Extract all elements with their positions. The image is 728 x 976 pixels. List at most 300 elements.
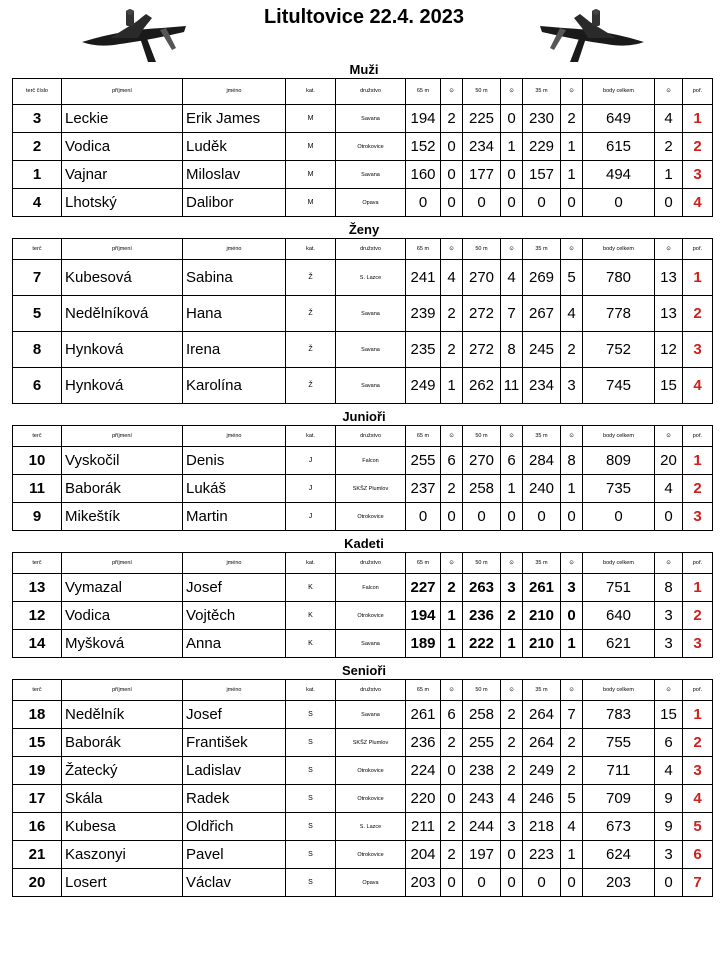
- column-header: kat.: [286, 680, 336, 701]
- section-kadeti-table: [12, 552, 713, 658]
- section-title: Junioři: [342, 409, 386, 424]
- team: Otrokovice: [336, 841, 406, 869]
- x-count-65m: 6: [441, 447, 463, 475]
- first-name: Erik James: [183, 105, 286, 133]
- column-header: ⊙: [441, 239, 463, 260]
- first-name: Denis: [183, 447, 286, 475]
- first-name: Vojtěch: [183, 602, 286, 630]
- category: S: [286, 841, 336, 869]
- x-count-50m: 6: [501, 447, 523, 475]
- column-header: 65 m: [406, 680, 441, 701]
- total-score: 624: [583, 841, 655, 869]
- score-65m: 0: [406, 503, 441, 531]
- x-count-50m: 2: [501, 757, 523, 785]
- category: S: [286, 729, 336, 757]
- score-35m: 234: [523, 368, 561, 404]
- team: Otrokovice: [336, 785, 406, 813]
- score-65m: 237: [406, 475, 441, 503]
- score-65m: 203: [406, 869, 441, 897]
- column-header: družstvo: [336, 239, 406, 260]
- surname: Kubesová: [62, 260, 183, 296]
- target-number: 9: [13, 503, 62, 531]
- column-header: terč: [13, 426, 62, 447]
- score-50m: 243: [463, 785, 501, 813]
- section-zeny-table: [12, 238, 713, 404]
- score-50m: 272: [463, 296, 501, 332]
- rank: 3: [683, 630, 713, 658]
- score-50m: 177: [463, 161, 501, 189]
- x-count-65m: 0: [441, 161, 463, 189]
- column-header: kat.: [286, 553, 336, 574]
- column-header: ⊙: [501, 239, 523, 260]
- x-count-50m: 1: [501, 133, 523, 161]
- score-65m: 236: [406, 729, 441, 757]
- team: Otrokovice: [336, 133, 406, 161]
- column-header: příjmení: [62, 426, 183, 447]
- section-seniori-table: [12, 679, 713, 897]
- column-header: 35 m: [523, 426, 561, 447]
- rank: 3: [683, 757, 713, 785]
- category: K: [286, 602, 336, 630]
- table-row: [13, 602, 713, 630]
- x-count-50m: 4: [501, 260, 523, 296]
- column-header: kat.: [286, 239, 336, 260]
- x-count-total: 4: [655, 757, 683, 785]
- section-gap: [0, 897, 728, 902]
- x-count-35m: 1: [561, 630, 583, 658]
- x-count-65m: 4: [441, 260, 463, 296]
- column-header: 50 m: [463, 553, 501, 574]
- score-65m: 227: [406, 574, 441, 602]
- total-score: 755: [583, 729, 655, 757]
- rank: 5: [683, 813, 713, 841]
- first-name: Radek: [183, 785, 286, 813]
- team: Savana: [336, 701, 406, 729]
- target-number: 11: [13, 475, 62, 503]
- column-header: družstvo: [336, 553, 406, 574]
- column-header: ⊙: [441, 553, 463, 574]
- x-count-50m: 4: [501, 785, 523, 813]
- column-header: terč: [13, 553, 62, 574]
- target-number: 19: [13, 757, 62, 785]
- x-count-total: 6: [655, 729, 683, 757]
- x-count-total: 2: [655, 133, 683, 161]
- x-count-35m: 5: [561, 785, 583, 813]
- table-header-row: [13, 680, 713, 701]
- x-count-65m: 0: [441, 503, 463, 531]
- section-muzi-table: [12, 78, 713, 217]
- column-header: poř.: [683, 426, 713, 447]
- first-name: František: [183, 729, 286, 757]
- page-title: Litultovice 22.4. 2023: [263, 6, 465, 28]
- column-header: poř.: [683, 79, 713, 105]
- x-count-35m: 2: [561, 105, 583, 133]
- x-count-total: 9: [655, 813, 683, 841]
- column-header: 65 m: [406, 553, 441, 574]
- column-header: příjmení: [62, 680, 183, 701]
- column-header: 65 m: [406, 239, 441, 260]
- total-score: 809: [583, 447, 655, 475]
- target-number: 5: [13, 296, 62, 332]
- category: K: [286, 630, 336, 658]
- column-header: ⊙: [501, 79, 523, 105]
- x-count-65m: 1: [441, 630, 463, 658]
- column-header: 35 m: [523, 239, 561, 260]
- table-row: [13, 813, 713, 841]
- target-number: 16: [13, 813, 62, 841]
- x-count-65m: 6: [441, 701, 463, 729]
- x-count-total: 0: [655, 503, 683, 531]
- total-score: 640: [583, 602, 655, 630]
- x-count-65m: 0: [441, 869, 463, 897]
- x-count-50m: 0: [501, 105, 523, 133]
- column-header: terč číslo: [13, 79, 62, 105]
- x-count-total: 3: [655, 841, 683, 869]
- surname: Vodica: [62, 602, 183, 630]
- x-count-total: 0: [655, 869, 683, 897]
- x-count-50m: 0: [501, 503, 523, 531]
- team: Otrokovice: [336, 503, 406, 531]
- first-name: Dalibor: [183, 189, 286, 217]
- score-50m: 270: [463, 447, 501, 475]
- x-count-35m: 4: [561, 296, 583, 332]
- category: Ž: [286, 260, 336, 296]
- rank: 6: [683, 841, 713, 869]
- category: S: [286, 757, 336, 785]
- score-35m: 249: [523, 757, 561, 785]
- target-number: 21: [13, 841, 62, 869]
- column-header: příjmení: [62, 239, 183, 260]
- score-35m: 218: [523, 813, 561, 841]
- total-score: 203: [583, 869, 655, 897]
- table-row: [13, 161, 713, 189]
- column-header: ⊙: [655, 553, 683, 574]
- table-row: [13, 574, 713, 602]
- table-header-row: [13, 79, 713, 105]
- x-count-total: 13: [655, 296, 683, 332]
- table-row: [13, 503, 713, 531]
- score-65m: 0: [406, 189, 441, 217]
- x-count-50m: 1: [501, 475, 523, 503]
- category: M: [286, 189, 336, 217]
- rank: 3: [683, 332, 713, 368]
- total-score: 778: [583, 296, 655, 332]
- score-50m: 255: [463, 729, 501, 757]
- category: M: [286, 133, 336, 161]
- score-65m: 235: [406, 332, 441, 368]
- category: S: [286, 813, 336, 841]
- score-35m: 261: [523, 574, 561, 602]
- rank: 4: [683, 189, 713, 217]
- x-count-50m: 3: [501, 574, 523, 602]
- total-score: 711: [583, 757, 655, 785]
- score-35m: 210: [523, 602, 561, 630]
- column-header: body celkem: [583, 426, 655, 447]
- surname: Vodica: [62, 133, 183, 161]
- target-number: 10: [13, 447, 62, 475]
- category: J: [286, 447, 336, 475]
- score-65m: 204: [406, 841, 441, 869]
- score-50m: 0: [463, 869, 501, 897]
- table-row: [13, 189, 713, 217]
- x-count-65m: 2: [441, 813, 463, 841]
- score-35m: 0: [523, 503, 561, 531]
- rank: 2: [683, 475, 713, 503]
- column-header: ⊙: [561, 79, 583, 105]
- x-count-total: 20: [655, 447, 683, 475]
- score-35m: 0: [523, 869, 561, 897]
- table-row: [13, 785, 713, 813]
- category: Ž: [286, 332, 336, 368]
- total-score: 709: [583, 785, 655, 813]
- rank: 7: [683, 869, 713, 897]
- team: Otrokovice: [336, 602, 406, 630]
- x-count-65m: 2: [441, 841, 463, 869]
- x-count-35m: 0: [561, 189, 583, 217]
- first-name: Hana: [183, 296, 286, 332]
- surname: Nedělník: [62, 701, 183, 729]
- team: S. Lazce: [336, 813, 406, 841]
- score-65m: 211: [406, 813, 441, 841]
- score-50m: 225: [463, 105, 501, 133]
- rank: 1: [683, 447, 713, 475]
- target-number: 8: [13, 332, 62, 368]
- x-count-35m: 1: [561, 133, 583, 161]
- team: Falcon: [336, 574, 406, 602]
- team: Savana: [336, 161, 406, 189]
- category: M: [286, 161, 336, 189]
- table-row: [13, 841, 713, 869]
- target-number: 13: [13, 574, 62, 602]
- x-count-65m: 2: [441, 475, 463, 503]
- score-50m: 234: [463, 133, 501, 161]
- target-number: 4: [13, 189, 62, 217]
- rank: 2: [683, 729, 713, 757]
- score-35m: 284: [523, 447, 561, 475]
- surname: Myšková: [62, 630, 183, 658]
- section-title: Muži: [349, 62, 379, 77]
- score-50m: 272: [463, 332, 501, 368]
- rank: 4: [683, 368, 713, 404]
- column-header: body celkem: [583, 239, 655, 260]
- rank: 3: [683, 503, 713, 531]
- column-header: body celkem: [583, 79, 655, 105]
- score-65m: 224: [406, 757, 441, 785]
- score-35m: 245: [523, 332, 561, 368]
- x-count-50m: 7: [501, 296, 523, 332]
- column-header: 50 m: [463, 239, 501, 260]
- target-number: 15: [13, 729, 62, 757]
- column-header: ⊙: [561, 680, 583, 701]
- score-50m: 0: [463, 189, 501, 217]
- score-35m: 223: [523, 841, 561, 869]
- first-name: Lukáš: [183, 475, 286, 503]
- column-header: ⊙: [501, 426, 523, 447]
- target-number: 14: [13, 630, 62, 658]
- score-65m: 152: [406, 133, 441, 161]
- column-header: ⊙: [441, 79, 463, 105]
- x-count-65m: 2: [441, 296, 463, 332]
- table-row: [13, 105, 713, 133]
- x-count-35m: 1: [561, 841, 583, 869]
- surname: Mikeštík: [62, 503, 183, 531]
- surname: Lhotský: [62, 189, 183, 217]
- target-number: 18: [13, 701, 62, 729]
- table-row: [13, 869, 713, 897]
- total-score: 615: [583, 133, 655, 161]
- score-35m: 229: [523, 133, 561, 161]
- score-65m: 241: [406, 260, 441, 296]
- score-50m: 197: [463, 841, 501, 869]
- x-count-50m: 0: [501, 189, 523, 217]
- target-number: 3: [13, 105, 62, 133]
- x-count-total: 3: [655, 630, 683, 658]
- column-header: ⊙: [655, 680, 683, 701]
- score-65m: 194: [406, 602, 441, 630]
- score-35m: 240: [523, 475, 561, 503]
- score-35m: 210: [523, 630, 561, 658]
- surname: Žatecký: [62, 757, 183, 785]
- score-35m: 269: [523, 260, 561, 296]
- team: S. Lazce: [336, 260, 406, 296]
- column-header: 50 m: [463, 680, 501, 701]
- score-35m: 0: [523, 189, 561, 217]
- column-header: jméno: [183, 553, 286, 574]
- x-count-50m: 8: [501, 332, 523, 368]
- total-score: 673: [583, 813, 655, 841]
- score-50m: 258: [463, 701, 501, 729]
- column-header: ⊙: [655, 239, 683, 260]
- team: Opava: [336, 189, 406, 217]
- score-65m: 239: [406, 296, 441, 332]
- x-count-35m: 2: [561, 757, 583, 785]
- surname: Losert: [62, 869, 183, 897]
- target-number: 7: [13, 260, 62, 296]
- team: Savana: [336, 630, 406, 658]
- x-count-total: 8: [655, 574, 683, 602]
- score-50m: 244: [463, 813, 501, 841]
- category: S: [286, 785, 336, 813]
- column-header: 65 m: [406, 79, 441, 105]
- total-score: 0: [583, 189, 655, 217]
- first-name: Miloslav: [183, 161, 286, 189]
- target-number: 2: [13, 133, 62, 161]
- table-row: [13, 475, 713, 503]
- score-50m: 258: [463, 475, 501, 503]
- x-count-65m: 2: [441, 729, 463, 757]
- target-number: 6: [13, 368, 62, 404]
- column-header: příjmení: [62, 553, 183, 574]
- score-35m: 157: [523, 161, 561, 189]
- first-name: Ladislav: [183, 757, 286, 785]
- total-score: 621: [583, 630, 655, 658]
- table-row: [13, 701, 713, 729]
- x-count-50m: 0: [501, 841, 523, 869]
- table-row: [13, 447, 713, 475]
- surname: Baborák: [62, 729, 183, 757]
- score-50m: 262: [463, 368, 501, 404]
- surname: Leckie: [62, 105, 183, 133]
- x-count-65m: 2: [441, 332, 463, 368]
- column-header: 65 m: [406, 426, 441, 447]
- rank: 2: [683, 602, 713, 630]
- rank: 1: [683, 701, 713, 729]
- column-header: terč: [13, 680, 62, 701]
- score-65m: 261: [406, 701, 441, 729]
- rank: 4: [683, 785, 713, 813]
- column-header: ⊙: [561, 553, 583, 574]
- score-35m: 264: [523, 729, 561, 757]
- x-count-35m: 3: [561, 368, 583, 404]
- first-name: Karolína: [183, 368, 286, 404]
- score-50m: 263: [463, 574, 501, 602]
- first-name: Anna: [183, 630, 286, 658]
- x-count-65m: 2: [441, 574, 463, 602]
- column-header: jméno: [183, 426, 286, 447]
- score-35m: 246: [523, 785, 561, 813]
- x-count-total: 4: [655, 475, 683, 503]
- section-juniori-table: [12, 425, 713, 531]
- score-35m: 264: [523, 701, 561, 729]
- surname: Vymazal: [62, 574, 183, 602]
- column-header: 50 m: [463, 79, 501, 105]
- column-header: poř.: [683, 239, 713, 260]
- x-count-50m: 2: [501, 729, 523, 757]
- column-header: družstvo: [336, 680, 406, 701]
- x-count-total: 9: [655, 785, 683, 813]
- results-sections: [0, 62, 728, 902]
- first-name: Pavel: [183, 841, 286, 869]
- score-65m: 189: [406, 630, 441, 658]
- x-count-35m: 7: [561, 701, 583, 729]
- column-header: poř.: [683, 553, 713, 574]
- rank: 1: [683, 105, 713, 133]
- x-count-50m: 3: [501, 813, 523, 841]
- team: Savana: [336, 332, 406, 368]
- category: K: [286, 574, 336, 602]
- surname: Skála: [62, 785, 183, 813]
- x-count-65m: 0: [441, 189, 463, 217]
- score-50m: 270: [463, 260, 501, 296]
- score-65m: 220: [406, 785, 441, 813]
- column-header: ⊙: [501, 680, 523, 701]
- x-count-35m: 8: [561, 447, 583, 475]
- total-score: 783: [583, 701, 655, 729]
- column-header: příjmení: [62, 79, 183, 105]
- table-row: [13, 332, 713, 368]
- column-header: 35 m: [523, 553, 561, 574]
- column-header: družstvo: [336, 426, 406, 447]
- x-count-35m: 0: [561, 869, 583, 897]
- x-count-35m: 2: [561, 729, 583, 757]
- x-count-65m: 0: [441, 757, 463, 785]
- x-count-total: 1: [655, 161, 683, 189]
- rank: 2: [683, 296, 713, 332]
- category: Ž: [286, 296, 336, 332]
- surname: Hynková: [62, 368, 183, 404]
- x-count-total: 15: [655, 701, 683, 729]
- x-count-50m: 0: [501, 869, 523, 897]
- score-50m: 222: [463, 630, 501, 658]
- first-name: Václav: [183, 869, 286, 897]
- surname: Baborák: [62, 475, 183, 503]
- first-name: Josef: [183, 574, 286, 602]
- section-title: Ženy: [348, 222, 380, 237]
- x-count-50m: 1: [501, 630, 523, 658]
- x-count-65m: 0: [441, 785, 463, 813]
- team: Savana: [336, 105, 406, 133]
- total-score: 745: [583, 368, 655, 404]
